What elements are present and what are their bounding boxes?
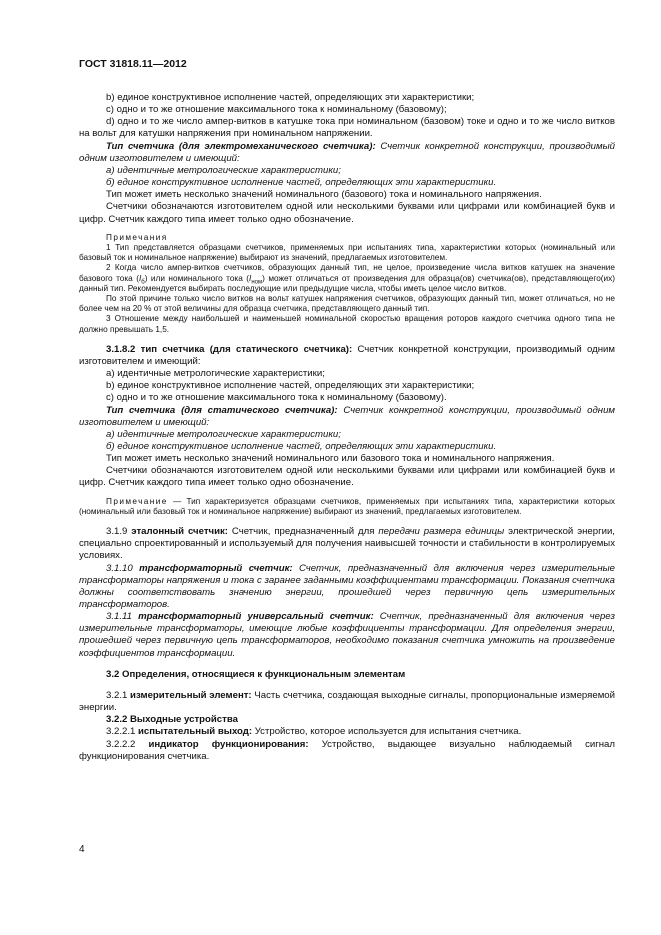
- paragraph: Тип может иметь несколько значений номинального (базового) тока и номинального напряжения.: [106, 189, 542, 201]
- definition-meter-type-static: Тип счетчика (для статического счетчика): Счетчик конкретной конструкции, производимый одним изготовителем и имеющий:: [79, 404, 615, 428]
- subsection-heading-3-2-2: 3.2.2 Выходные устройства: [106, 714, 238, 726]
- term: измерительный элемент:: [130, 689, 252, 701]
- document-body: [79, 92, 615, 763]
- list-item-b: b) единое конструктивное исполнение частей, определяющих эти характеристики;: [106, 92, 475, 103]
- list-item-d: d) одно и то же число ампер-витков в катушке тока при номинальном (базовом) токе и одно и то же число витков на вольт для катушки напряжения при номинальном напряжении.: [79, 116, 615, 140]
- definition-text: Счетчик конкретной конструкции, производимый одним изготовителем и имеющий:: [79, 140, 615, 164]
- term: трансформаторный универсальный счетчик:: [138, 611, 374, 623]
- page-number: 4: [79, 844, 85, 855]
- list-item-b: b) единое конструктивное исполнение частей, определяющих эти характеристики;: [106, 380, 475, 392]
- note-3: 3 Отношение между наибольшей и наименьшей номинальной скоростью вращения роторов каждого счетчика одного типа не должно превышать 1,5.: [79, 314, 615, 334]
- list-item-c: c) одно и то же отношение максимального тока к номинальному (базовому).: [106, 392, 447, 404]
- term: эталонный счетчик:: [131, 526, 228, 538]
- term: 3.1.8.2 тип счетчика (для статического счетчика):: [106, 343, 353, 355]
- note-2-continued: По этой причине только число витков на вольт катушек напряжения счетчиков, образующих данный тип, может отличаться, но не более чем на 20 % от этой величины для образца счетчика, представляющего данный тип.: [79, 293, 615, 314]
- paragraph: Тип может иметь несколько значений номинального или базового тока и номинального напряжения.: [106, 453, 555, 465]
- section-heading-3-2: 3.2 Определения, относящиеся к функциональным элементам: [106, 668, 406, 680]
- note-1: 1 Тип представляется образцами счетчиков, применяемых при испытаниях типа, характеристики которых (номинальный или базовый ток и номинальное напряжение) выбирают из значений, предлагаемых изготовителем.: [79, 242, 615, 263]
- definition-3-1-11: 3.1.11 трансформаторный универсальный счетчик: Счетчик, предназначенный для включения через измерительные трансформаторы, имеющие любые коэффициенты трансформации. Для определения энергии, прошедшей через первичную цепь трансформаторов, необходимо показания счетчика умножить на произведение коэффициентов трансформации.: [79, 611, 615, 659]
- paragraph: Счетчики обозначаются изготовителем одной или несколькими буквами или цифрами или комбинацией букв и цифр. Счетчик каждого типа имеет только одно обозначение.: [79, 465, 615, 489]
- standard-header: ГОСТ 31818.11—2012: [79, 58, 187, 70]
- definition-3-1-10: 3.1.10 трансформаторный счетчик: Счетчик, предназначенный для включения через измерительные трансформаторы напряжения и тока с заранее заданными коэффициентами трансформации. Показания счетчика должны соответствовать значению энергии, прошедшей через первичную цепь измерительных трансформаторов.: [79, 562, 615, 610]
- paragraph: Счетчики обозначаются изготовителем одной или несколькими буквами или цифрами или комбинацией букв и цифр. Счетчик каждого типа имеет только одно обозначение.: [79, 201, 615, 225]
- list-item-c: c) одно и то же отношение максимального тока к номинальному (базовому);: [106, 104, 447, 116]
- definition-3-2-2-1: 3.2.2.1 испытательный выход: Устройство, которое используется для испытания счетчика.: [106, 726, 522, 738]
- list-item-a: а) идентичные метрологические характеристики;: [106, 164, 341, 176]
- notes-title: Примечания: [106, 232, 168, 242]
- list-item-b: б) единое конструктивное исполнение частей, определяющих эти характеристики.: [106, 177, 497, 189]
- list-item-a: а) идентичные метрологические характеристики;: [106, 428, 341, 440]
- term: испытательный выход:: [138, 726, 253, 738]
- definition-3-1-9: 3.1.9 эталонный счетчик: Счетчик, предназначенный для передачи размера единицы электрической энергии, специально спроектированный и используемый для получения наивысшей точности и стабильности в контролируемых условиях.: [79, 526, 615, 562]
- definition-3-1-8-2: 3.1.8.2 тип счетчика (для статического счетчика): Счетчик конкретной конструкции, производимый одним изготовителем и имеющий:: [79, 343, 615, 367]
- list-item-b: б) единое конструктивное исполнение частей, определяющих эти характеристики.: [106, 441, 497, 452]
- term: Тип счетчика (для электромеханического счетчика):: [106, 140, 376, 152]
- definition-3-2-1: 3.2.1 измерительный элемент: Часть счетчика, создающая выходные сигналы, пропорциональные измеряемой энергии.: [79, 689, 615, 714]
- term: трансформаторный счетчик:: [139, 562, 293, 574]
- definition-3-2-2-2: 3.2.2.2 индикатор функционирования: Устройство, выдающее визуально наблюдаемый сигнал функционирования счетчика.: [79, 738, 615, 762]
- note-single: Примечание — Тип характеризуется образцами счетчиков, применяемых при испытаниях типа, характеристики которых (номинальный или базовый ток и номинальное напряжение) выбирают из значений, предлагаемых изготовителем.: [79, 496, 615, 516]
- term: индикатор функционирования:: [148, 738, 309, 750]
- definition-meter-type-electromech: [79, 141, 615, 165]
- note-2: 2 Когда число ампер-витков счетчиков, образующих данный тип, не целое, произведение числа витков катушек на значение базового тока $(I_б)$ или номинального тока $(I_{ном})$ может отличаться от произведения для образца(ов) счетчика(ов), представляющего(их) данный тип. Рекомендуется выбирать последующие или предыдущие числа, чтобы иметь целое число витков.: [79, 263, 616, 293]
- term: Тип счетчика (для статического счетчика):: [106, 404, 338, 416]
- list-item-a: а) идентичные метрологические характеристики;: [106, 368, 325, 380]
